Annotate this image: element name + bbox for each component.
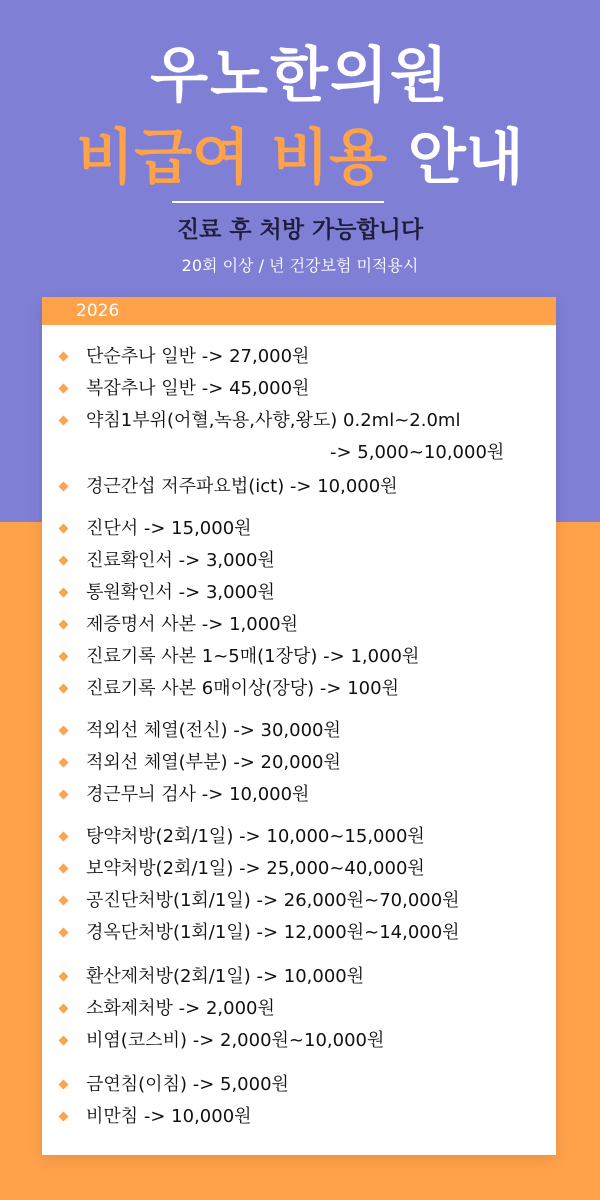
diamond-bullet-icon: [59, 524, 69, 534]
item-text: 적외선 체열(부분) -> 20,000원: [86, 752, 341, 773]
item-text: 보약처방(2회/1일) -> 25,000~40,000원: [86, 858, 425, 879]
list-item: [60, 405, 550, 437]
diamond-bullet-icon: [59, 758, 69, 768]
list-item: [60, 993, 550, 1025]
item-text: 경옥단처방(1회/1일) -> 12,000원~14,000원: [86, 922, 460, 943]
title-divider: [172, 201, 384, 203]
diamond-bullet-icon: [59, 1112, 69, 1122]
list-item: [60, 577, 550, 609]
diamond-bullet-icon: [59, 726, 69, 736]
item-text: 진료기록 사본 6매이상(장당) -> 100원: [86, 678, 399, 699]
item-text: 탕약처방(2회/1일) -> 10,000~15,000원: [86, 826, 425, 847]
list-item: [60, 917, 550, 949]
diamond-bullet-icon: [59, 832, 69, 842]
list-item: [60, 1101, 550, 1133]
item-text: 환산제처방(2회/1일) -> 10,000원: [86, 966, 365, 987]
list-item: [60, 779, 550, 811]
item-text: 적외선 체열(전신) -> 30,000원: [86, 720, 341, 741]
list-item: [60, 821, 550, 853]
item-text: 단순추나 일반 -> 27,000원: [86, 346, 310, 367]
diamond-bullet-icon: [59, 384, 69, 394]
list-item: [60, 853, 550, 885]
diamond-bullet-icon: [59, 588, 69, 598]
clinic-name: 우노한의원: [150, 41, 450, 111]
item-text: 제증명서 사본 -> 1,000원: [86, 614, 298, 635]
list-item: [60, 747, 550, 779]
item-text: 복잡추나 일반 -> 45,000원: [86, 378, 310, 399]
item-text: 경근간섭 저주파요법(ict) -> 10,000원: [86, 476, 398, 497]
year-label: 2026: [42, 297, 556, 325]
list-item: [60, 471, 550, 503]
list-item: [60, 641, 550, 673]
diamond-bullet-icon: [59, 972, 69, 982]
list-item: [60, 1069, 550, 1101]
page-title: [0, 120, 600, 196]
price-card: [42, 297, 556, 1155]
list-item: [60, 961, 550, 993]
title-highlight: 비급여 비용: [76, 123, 387, 193]
item-text: 경근무늬 검사 -> 10,000원: [86, 784, 310, 805]
list-item: [60, 885, 550, 917]
diamond-bullet-icon: [59, 896, 69, 906]
item-text: 금연침(이침) -> 5,000원: [86, 1074, 289, 1095]
diamond-bullet-icon: [59, 352, 69, 362]
list-item: [60, 373, 550, 405]
diamond-bullet-icon: [59, 556, 69, 566]
list-item: [60, 1025, 550, 1057]
list-item: [60, 609, 550, 641]
diamond-bullet-icon: [59, 864, 69, 874]
item-text: 통원확인서 -> 3,000원: [86, 582, 275, 603]
list-item: [60, 673, 550, 705]
title-rest: 안내: [407, 123, 524, 193]
item-text: 공진단처방(1회/1일) -> 26,000원~70,000원: [86, 890, 460, 911]
item-text: 진료확인서 -> 3,000원: [86, 550, 275, 571]
diamond-bullet-icon: [59, 928, 69, 938]
item-text: 진료기록 사본 1~5매(1장당) -> 1,000원: [86, 646, 420, 667]
diamond-bullet-icon: [59, 790, 69, 800]
diamond-bullet-icon: [59, 1004, 69, 1014]
diamond-bullet-icon: [59, 1080, 69, 1090]
diamond-bullet-icon: [59, 684, 69, 694]
diamond-bullet-icon: [59, 1036, 69, 1046]
list-item: [60, 715, 550, 747]
diamond-bullet-icon: [59, 652, 69, 662]
list-item: [60, 513, 550, 545]
item-text: 약침1부위(어혈,녹용,사향,왕도) 0.2ml~2.0ml: [86, 410, 461, 431]
item-text: 진단서 -> 15,000원: [86, 518, 252, 539]
item-text: 소화제처방 -> 2,000원: [86, 998, 275, 1019]
subtitle: 진료 후 처방 가능합니다: [176, 217, 424, 243]
insurance-note: 20회 이상 / 년 건강보험 미적용시: [181, 256, 419, 275]
list-item: [60, 341, 550, 373]
diamond-bullet-icon: [59, 482, 69, 492]
diamond-bullet-icon: [59, 620, 69, 630]
item-text: 비만침 -> 10,000원: [86, 1106, 252, 1127]
item-text: 비염(코스비) -> 2,000원~10,000원: [86, 1030, 385, 1051]
list-item: [60, 545, 550, 577]
diamond-bullet-icon: [59, 416, 69, 426]
list-item-continuation: -> 5,000~10,000원: [330, 442, 505, 463]
